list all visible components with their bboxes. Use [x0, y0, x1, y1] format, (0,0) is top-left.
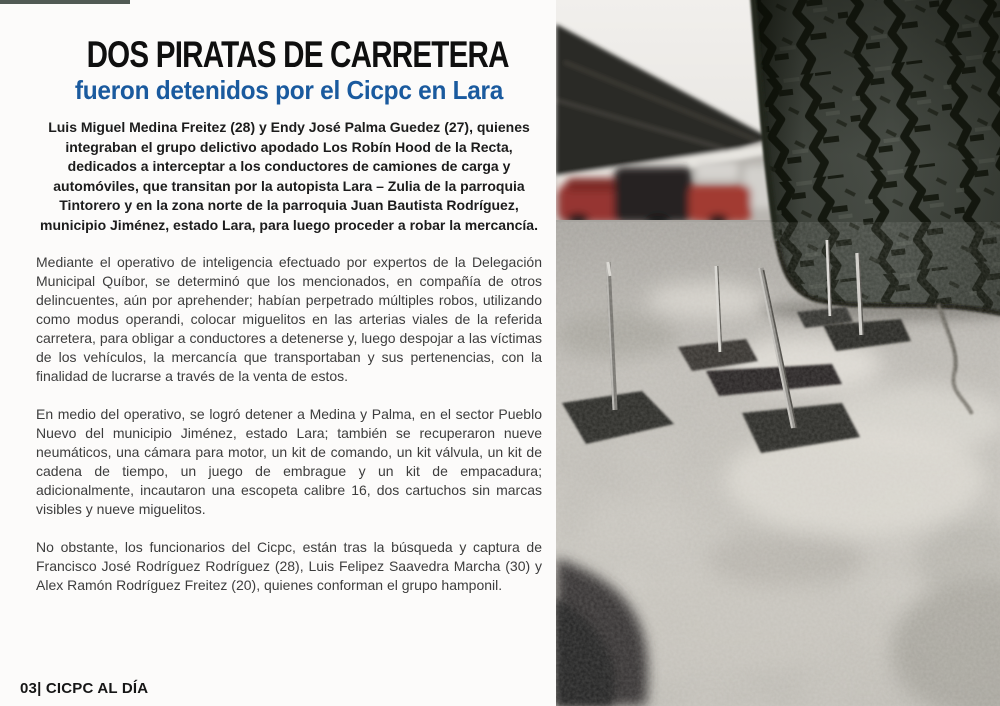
- page-number-footer: 03| CICPC AL DÍA: [20, 680, 149, 697]
- article: [36, 36, 542, 614]
- article-subtitle: fueron detenidos por el Cicpc en Lara: [74, 74, 504, 105]
- article-lead-paragraph: Luis Miguel Medina Freitez (28) y Endy José Palma Guedez (27), quienes integraban el grupo delictivo apodado Los Robín Hood de la Recta, dedicados a interceptar a los conductores de camiones de carga y automóviles, que transitan por la autopista Lara – Zulia de la parroquia Tintorero y en la zona norte de la parroquia Juan Bautista Rodríguez, municipio Jiménez, estado Lara, para luego proceder a robar la mercancía.: [40, 119, 538, 233]
- top-accent-bar: [0, 0, 130, 4]
- article-paragraph-3: No obstante, los funcionarios del Cicpc, están tras la búsqueda y captura de Francisco José Rodríguez Rodríguez (28), Luis Felipez Saavedra Marcha (30) y Alex Ramón Rodríguez Freitez (20), quienes conforman el grupo hamponil.: [36, 539, 542, 594]
- article-paragraph-2: En medio del operativo, se logró detener a Medina y Palma, en el sector Pueblo Nuevo del municipio Jiménez, estado Lara; también se recuperaron nueve neumáticos, una cámara para motor, un kit de comando, un kit válvula, un kit de cadena de tiempo, un juego de embrague y un kit de empacadura; adicionalmente, incautaron una escopeta calibre 16, dos cartuchos sin marcas visibles y nueve miguelitos.: [36, 406, 542, 518]
- news-photo: [556, 0, 1000, 706]
- article-paragraph-1: Mediante el operativo de inteligencia efectuado por expertos de la Delegación Municipal Quíbor, se determinó que los mencionados, en compañía de otros delincuentes, aún por aprehender; habían perpetrado múltiples robos, utilizando como modus operandi, colocar miguelitos en las arterias viales de la referida carretera, para obligar a conductores a detenerse y, luego despojar a las víctimas de los vehículos, la mercancía que transportaban y sus pertenencias, con la finalidad de lucrarse a través de la venta de estos.: [36, 254, 542, 385]
- article-title: DOS PIRATAS DE CARRETERA: [86, 34, 509, 75]
